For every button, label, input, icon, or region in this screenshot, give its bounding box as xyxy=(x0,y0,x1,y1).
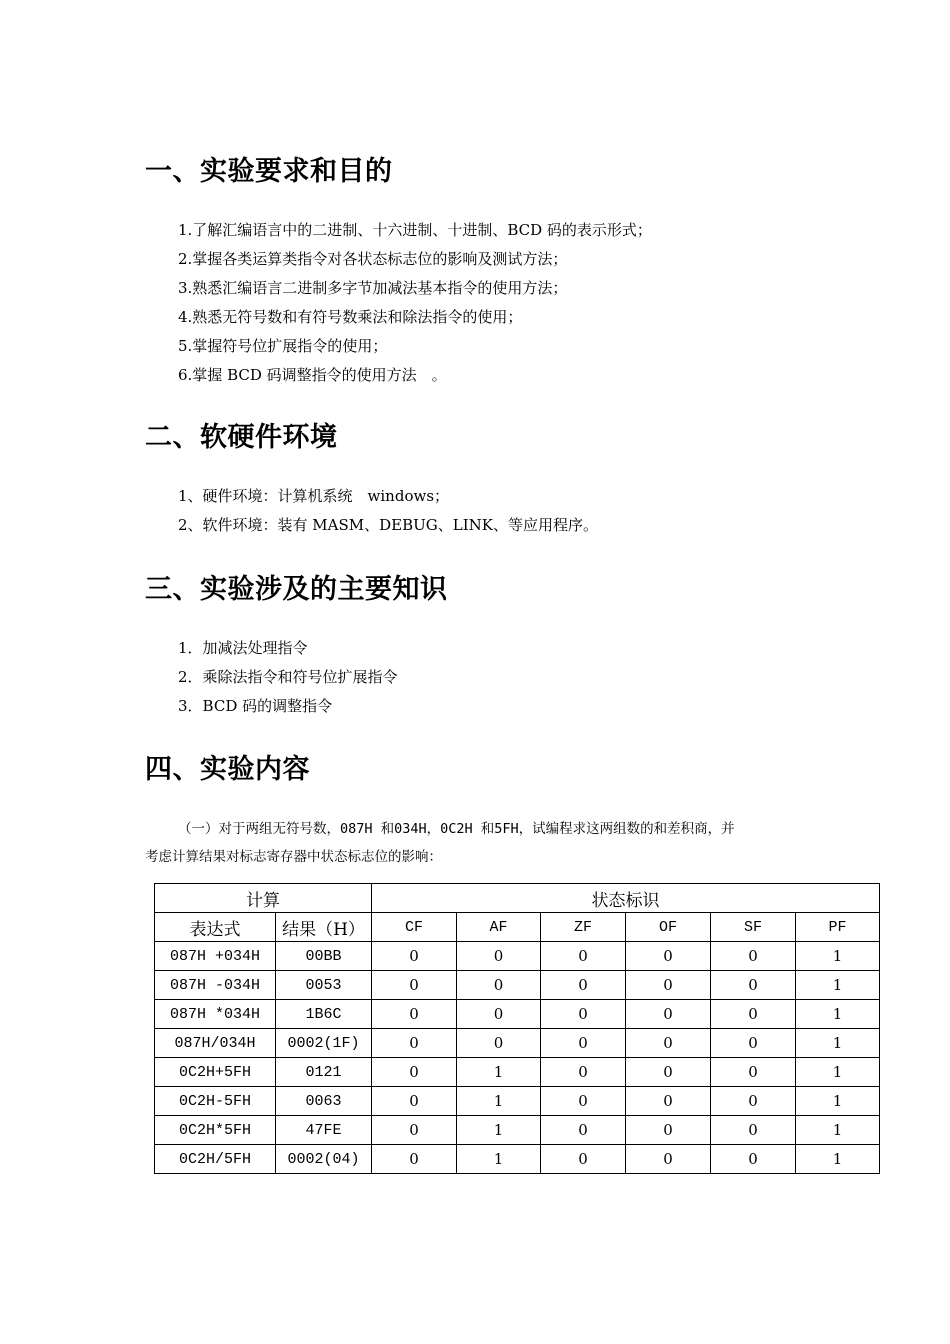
paragraph-line: 考虑计算结果对标志寄存器中状态标志位的影响： xyxy=(145,849,442,865)
cell-cf: 0 xyxy=(372,1116,457,1145)
cell-result: 00BB xyxy=(276,942,372,971)
cell-zf: 0 xyxy=(541,1145,626,1174)
cell-af: 1 xyxy=(457,1087,541,1116)
list-item: 3.熟悉汇编语言二进制多字节加减法基本指令的使用方法； xyxy=(178,279,568,297)
cell-result: 0121 xyxy=(276,1058,372,1087)
column-header-of: OF xyxy=(626,913,711,942)
cell-cf: 0 xyxy=(372,1058,457,1087)
column-header-sf: SF xyxy=(711,913,796,942)
paragraph-line: （一）对于两组无符号数，087H 和034H，0C2H 和5FH，试编程求这两组数的和差积商，并 xyxy=(178,821,735,837)
cell-sf: 0 xyxy=(711,1116,796,1145)
cell-sf: 0 xyxy=(711,971,796,1000)
cell-zf: 0 xyxy=(541,1029,626,1058)
cell-pf: 1 xyxy=(796,1058,880,1087)
cell-of: 0 xyxy=(626,1058,711,1087)
table-row xyxy=(155,1029,880,1058)
cell-cf: 0 xyxy=(372,1000,457,1029)
cell-cf: 0 xyxy=(372,1145,457,1174)
cell-af: 1 xyxy=(457,1058,541,1087)
section-4-heading: 四、实验内容 xyxy=(145,754,310,785)
cell-result: 0063 xyxy=(276,1087,372,1116)
cell-cf: 0 xyxy=(372,1029,457,1058)
table-row xyxy=(155,1145,880,1174)
cell-expression: 087H *034H xyxy=(155,1000,276,1029)
table-row xyxy=(155,971,880,1000)
section-1-heading: 一、实验要求和目的 xyxy=(145,156,393,187)
section-1-list xyxy=(178,216,652,390)
list-item: 6.掌握 BCD 码调整指令的使用方法 。 xyxy=(178,366,447,384)
table-group-header-row xyxy=(155,884,880,913)
cell-af: 1 xyxy=(457,1116,541,1145)
section-3-list xyxy=(178,634,398,721)
cell-sf: 0 xyxy=(711,1058,796,1087)
cell-pf: 1 xyxy=(796,1087,880,1116)
cell-expression: 0C2H-5FH xyxy=(155,1087,276,1116)
cell-zf: 0 xyxy=(541,942,626,971)
cell-zf: 0 xyxy=(541,1058,626,1087)
cell-sf: 0 xyxy=(711,1000,796,1029)
cell-expression: 0C2H*5FH xyxy=(155,1116,276,1145)
cell-sf: 0 xyxy=(711,1145,796,1174)
table-row xyxy=(155,1000,880,1029)
column-header-expression: 表达式 xyxy=(155,913,276,942)
cell-zf: 0 xyxy=(541,1116,626,1145)
list-item: 4.熟悉无符号数和有符号数乘法和除法指令的使用； xyxy=(178,308,523,326)
cell-zf: 0 xyxy=(541,1087,626,1116)
list-item: 1.了解汇编语言中的二进制、十六进制、十进制、BCD 码的表示形式； xyxy=(178,221,652,239)
cell-sf: 0 xyxy=(711,1029,796,1058)
cell-result: 47FE xyxy=(276,1116,372,1145)
cell-expression: 087H/034H xyxy=(155,1029,276,1058)
cell-of: 0 xyxy=(626,942,711,971)
cell-af: 0 xyxy=(457,1000,541,1029)
cell-af: 1 xyxy=(457,1145,541,1174)
cell-of: 0 xyxy=(626,1000,711,1029)
table-row xyxy=(155,1116,880,1145)
list-item: 5.掌握符号位扩展指令的使用； xyxy=(178,337,388,355)
experiment-description xyxy=(145,815,825,871)
list-item: 1．加减法处理指令 xyxy=(178,639,308,657)
group-header-status: 状态标识 xyxy=(372,884,880,913)
cell-af: 0 xyxy=(457,942,541,971)
section-2-heading: 二、软硬件环境 xyxy=(145,422,338,453)
cell-result: 0002(1F) xyxy=(276,1029,372,1058)
section-3-heading: 三、实验涉及的主要知识 xyxy=(145,574,448,605)
cell-of: 0 xyxy=(626,1087,711,1116)
cell-of: 0 xyxy=(626,1029,711,1058)
cell-af: 0 xyxy=(457,1029,541,1058)
section-2-list xyxy=(178,482,598,540)
column-header-af: AF xyxy=(457,913,541,942)
column-header-cf: CF xyxy=(372,913,457,942)
cell-zf: 0 xyxy=(541,971,626,1000)
cell-af: 0 xyxy=(457,971,541,1000)
cell-zf: 0 xyxy=(541,1000,626,1029)
cell-of: 0 xyxy=(626,1145,711,1174)
cell-pf: 1 xyxy=(796,971,880,1000)
table-row xyxy=(155,1087,880,1116)
list-item: 3．BCD 码的调整指令 xyxy=(178,697,333,715)
cell-sf: 0 xyxy=(711,942,796,971)
cell-result: 0002(04) xyxy=(276,1145,372,1174)
list-item: 2、软件环境：装有 MASM、DEBUG、LINK、等应用程序。 xyxy=(178,516,598,534)
cell-of: 0 xyxy=(626,971,711,1000)
cell-expression: 087H -034H xyxy=(155,971,276,1000)
cell-pf: 1 xyxy=(796,1029,880,1058)
list-item: 1、硬件环境：计算机系统 windows； xyxy=(178,487,450,505)
table-row xyxy=(155,1058,880,1087)
table-row xyxy=(155,942,880,971)
cell-pf: 1 xyxy=(796,1000,880,1029)
cell-pf: 1 xyxy=(796,1116,880,1145)
cell-result: 0053 xyxy=(276,971,372,1000)
cell-expression: 0C2H+5FH xyxy=(155,1058,276,1087)
table-column-header-row xyxy=(155,913,880,942)
cell-result: 1B6C xyxy=(276,1000,372,1029)
cell-cf: 0 xyxy=(372,1087,457,1116)
group-header-calc: 计算 xyxy=(155,884,372,913)
cell-pf: 1 xyxy=(796,1145,880,1174)
cell-cf: 0 xyxy=(372,942,457,971)
cell-sf: 0 xyxy=(711,1087,796,1116)
column-header-result: 结果（H） xyxy=(276,913,372,942)
status-flags-table xyxy=(154,883,880,1174)
cell-pf: 1 xyxy=(796,942,880,971)
cell-expression: 0C2H/5FH xyxy=(155,1145,276,1174)
list-item: 2．乘除法指令和符号位扩展指令 xyxy=(178,668,398,686)
cell-of: 0 xyxy=(626,1116,711,1145)
cell-cf: 0 xyxy=(372,971,457,1000)
list-item: 2.掌握各类运算类指令对各状态标志位的影响及测试方法； xyxy=(178,250,568,268)
column-header-zf: ZF xyxy=(541,913,626,942)
column-header-pf: PF xyxy=(796,913,880,942)
cell-expression: 087H +034H xyxy=(155,942,276,971)
